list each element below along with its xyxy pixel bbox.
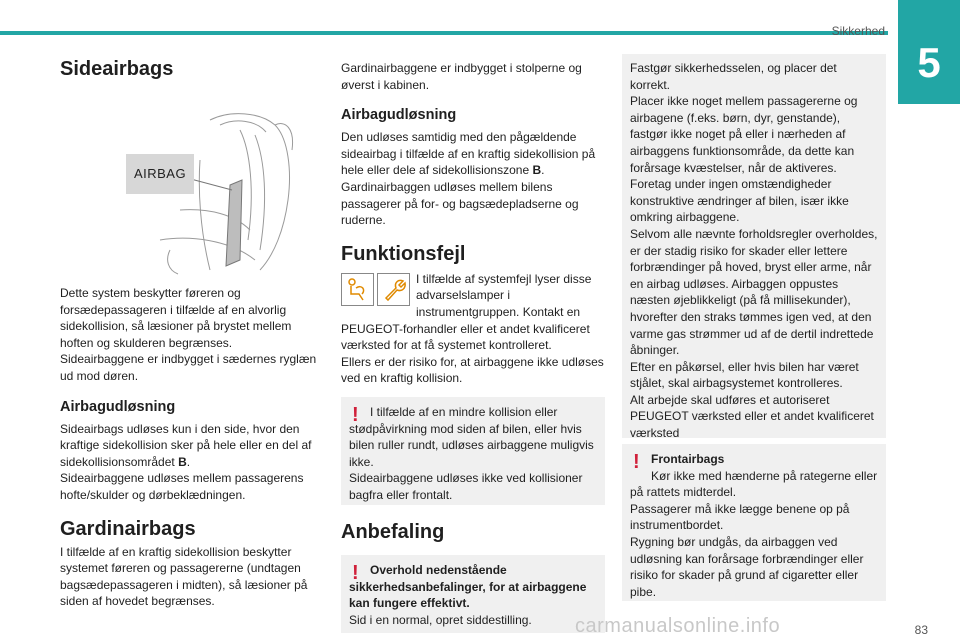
note-text-2: Sideairbaggene udløses ikke ved kollisioner bagfra eller frontalt. (349, 471, 583, 502)
sideairbags-heading: Sideairbags (60, 58, 174, 80)
note-line: Alt arbejde skal udføres et autoriseret PEUGEOT værksted eller et andet kvalificeret værksted (630, 392, 874, 441)
note-line: Efter en påkørsel, eller hvis bilen har været stjålet, skal airbagsystemet kontrolleres. (630, 359, 859, 391)
seat-airbag-illustration (60, 90, 322, 275)
note-frontairbags (622, 444, 886, 601)
fault-text: I tilfælde af systemfejl lyser disse advarselslamper i instrumentgruppen. Kontakt en PEUGEOT-forhandler eller et andet kvalificeret værksted for at få systemet kontrolleret. (341, 271, 592, 353)
frontairbags-text: Kør ikke med hænderne på rategerne eller på rattets midterdel. (630, 468, 878, 500)
note-line: Selvom alle nævnte forholdsregler overholdes, er der stadig risiko for skader eller lettere forbrændinger på hoved, bryst eller arme, når en airbag udløses. Airbaggen oppustes næsten øjeblikkeligt (på få millisekunder), hvorefter den straks tømmes igen ved, at den varme gas strømmer ud af de dertil indrettede åbninger. (630, 226, 878, 358)
section-title: Sikkerhed (831, 24, 885, 38)
sideairbag-intro: Dette system beskytter føreren og forsædepassageren i tilfælde af en alvorlig sidekollision, så læsioner på brystet mellem hoften og skulderen begrænses. (60, 286, 292, 350)
curtain-deploy-text: Den udløses samtidig med den pågældende sideairbag i tilfælde af en kraftig sidekollision på hele eller dele af sidekollisionszone B. (341, 130, 596, 178)
warning-icon: ! (352, 561, 359, 584)
warning-lamp-icons (341, 273, 410, 306)
note-line: Foretag under ingen omstændigheder konstruktive ændringer af bilen, især ikke omkring airbaggene. (630, 177, 849, 225)
warning-icon: ! (352, 403, 359, 426)
airbag-warning-icon (341, 273, 374, 306)
page-number: 83 (914, 623, 928, 637)
frontairbags-text-3: Rygning bør undgås, da airbaggen ved udløsning kan forårsage forbrændinger eller risiko for skader på grund af cigaretter eller pibe. (630, 534, 864, 599)
chapter-number: 5 (917, 39, 941, 86)
fault-heading: Funktionsfejl (341, 242, 466, 265)
chapter-tab[interactable] (898, 0, 960, 104)
note-general-safety (622, 54, 886, 441)
note-line: Placer ikke noget mellem passagererne og airbagene (f.eks. børn, dyr, genstande), fastgør ikke noget på eller i nærheden af airbaggens funktionsområde, da dette kan forårsage kvæstelser, når de aktiveres. (630, 94, 858, 175)
sideairbag-intro-2: Sideairbaggene er indbygget i sædernes ryglæn ud mod døren. (60, 352, 317, 383)
header-accent-bar (0, 31, 888, 35)
advice-text: Sid i en normal, opret siddestilling. (349, 612, 532, 627)
sideairbag-deploy-heading: Airbagudløsning (60, 398, 176, 415)
watermark: carmanualsonline.info (575, 615, 781, 637)
warning-icon: ! (633, 451, 640, 473)
advice-bold-text: Overhold nedenstående sikkerhedsanbefalinger, for at airbaggene kan fungere effektivt. (349, 562, 587, 611)
curtain-intro: I tilfælde af en kraftig sidekollision beskytter systemet føreren og passagererne (undtagen bagsædepassageren i midten), så læsioner på siden af hovedet begrænses. (60, 544, 308, 609)
gardinairbags-heading: Gardinairbags (60, 517, 196, 540)
sideairbag-deploy-text-2: Sideairbaggene udløses mellem passagerens hofte/skulder og dørbeklædningen. (60, 471, 304, 502)
note-text: I tilfælde af en mindre kollision eller stødpåvirkning mod siden af bilen, eller hvis bilen ruller rundt, udløses airbaggene muligvis ikke. (349, 404, 594, 469)
column-2 (341, 60, 605, 633)
service-wrench-icon (377, 273, 410, 306)
note-advice (341, 555, 605, 633)
column-3 (622, 54, 886, 601)
curtain-location: Gardinairbaggene er indbygget i stolperne og øverst i kabinen. (341, 61, 582, 92)
note-line: Fastgør sikkerhedsselen, og placer det korrekt. (630, 61, 837, 92)
advice-heading: Anbefaling (341, 520, 445, 543)
fault-paragraph (341, 271, 605, 354)
fault-text-2: Ellers er der risiko for, at airbaggene ikke udløses ved en kraftig kollision. (341, 354, 604, 386)
note-minor-collision (341, 397, 605, 505)
airbag-label: AIRBAG (126, 154, 194, 194)
column-1 (60, 52, 322, 610)
curtain-deploy-text-2: Gardinairbaggen udløses mellem bilens passagerer på for- og bagsædepladserne og ruderne. (341, 179, 579, 228)
frontairbags-heading: Frontairbags (651, 452, 725, 466)
frontairbags-text-2: Passagerer må ikke lægge benene op på instrumentbordet. (630, 501, 850, 533)
curtain-deploy-heading: Airbagudløsning (341, 107, 457, 124)
sideairbag-deploy-text: Sideairbags udløses kun i den side, hvor den kraftige sidekollision sker på hele eller en del af sidekollisionsområdet B. (60, 421, 312, 469)
